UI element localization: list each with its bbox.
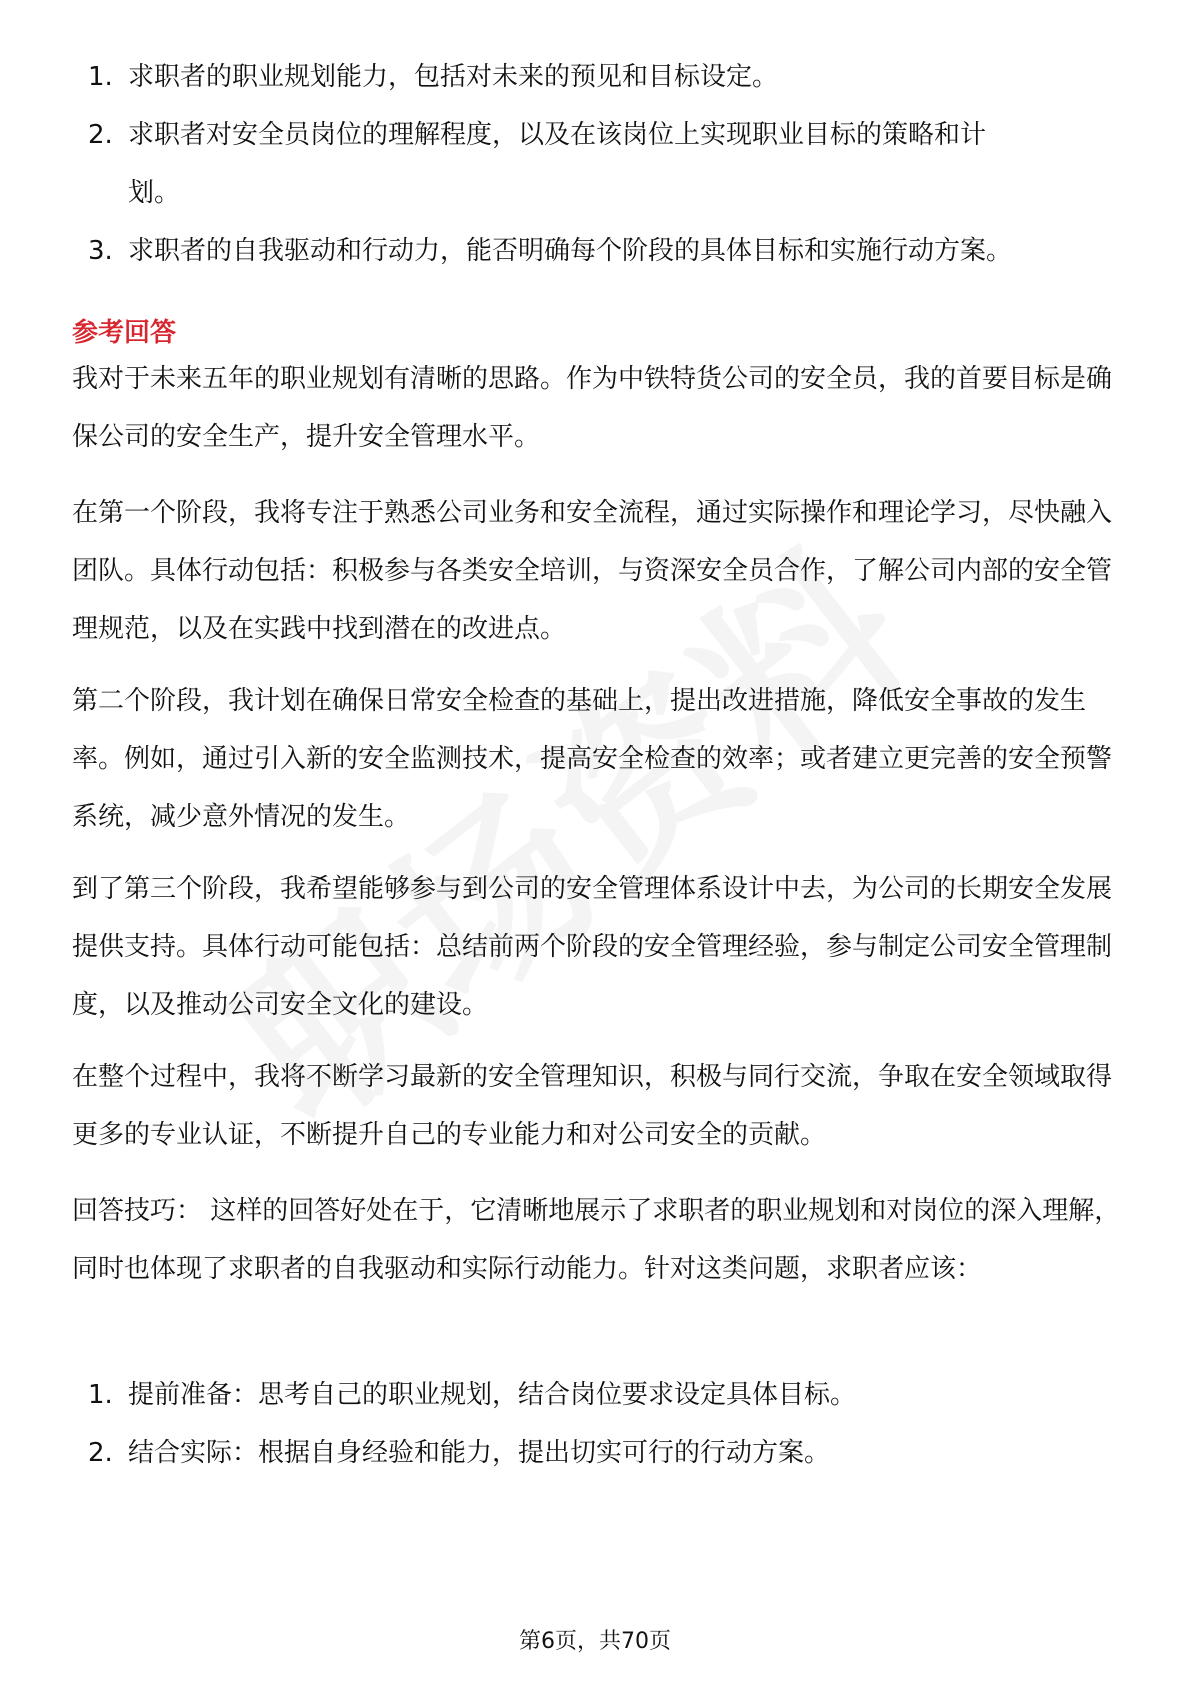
list-item bbox=[72, 48, 1122, 106]
list-number: 2. bbox=[88, 1438, 113, 1468]
tips-paragraph: 回答技巧： 这样的回答好处在于，它清晰地展示了求职者的职业规划和对岗位的深入理解，同时也体现了求职者的自我驱动和实际行动能力。针对这类问题，求职者应该： bbox=[72, 1196, 1121, 1284]
list-number: 1. bbox=[88, 1380, 113, 1410]
paragraph: 我对于未来五年的职业规划有清晰的思路。作为中铁特货公司的安全员，我的首要目标是确保公司的安全生产，提升安全管理水平。 bbox=[72, 364, 1113, 452]
list-number: 2. bbox=[88, 120, 113, 150]
list-text: 提前准备：思考自己的职业规划，结合岗位要求设定具体目标。 bbox=[128, 1380, 857, 1410]
paragraph: 在第一个阶段，我将专注于熟悉公司业务和安全流程，通过实际操作和理论学习，尽快融入团队。具体行动包括：积极参与各类安全培训，与资深安全员合作，了解公司内部的安全管理规范，以及在实践中找到潜在的改进点。 bbox=[72, 498, 1113, 644]
section-heading: 参考回答 bbox=[72, 318, 177, 348]
list-text: 求职者的自我驱动和行动力，能否明确每个阶段的具体目标和实施行动方案。 bbox=[128, 236, 1013, 266]
list-item bbox=[72, 1366, 1122, 1424]
criteria-list bbox=[72, 48, 1122, 280]
paragraph: 到了第三个阶段，我希望能够参与到公司的安全管理体系设计中去，为公司的长期安全发展提供支持。具体行动可能包括：总结前两个阶段的安全管理经验，参与制定公司安全管理制度，以及推动公司安全文化的建设。 bbox=[72, 874, 1113, 1020]
list-number: 3. bbox=[88, 236, 113, 266]
paragraph: 在整个过程中，我将不断学习最新的安全管理知识，积极与同行交流，争取在安全领域取得更多的专业认证，不断提升自己的专业能力和对公司安全的贡献。 bbox=[72, 1062, 1113, 1150]
tips-list bbox=[72, 1366, 1122, 1482]
list-item bbox=[72, 1424, 1122, 1482]
list-item bbox=[72, 106, 1028, 222]
list-text: 求职者对安全员岗位的理解程度，以及在该岗位上实现职业目标的策略和计划。 bbox=[128, 120, 987, 208]
list-text: 结合实际：根据自身经验和能力，提出切实可行的行动方案。 bbox=[128, 1438, 831, 1468]
list-number: 1. bbox=[88, 62, 113, 92]
list-text: 求职者的职业规划能力，包括对未来的预见和目标设定。 bbox=[128, 62, 779, 92]
list-item bbox=[72, 222, 1122, 280]
page-footer: 第6页，共70页 bbox=[519, 1629, 671, 1654]
paragraph: 第二个阶段，我计划在确保日常安全检查的基础上，提出改进措施，降低安全事故的发生率。例如，通过引入新的安全监测技术，提高安全检查的效率；或者建立更完善的安全预警系统，减少意外情况的发生。 bbox=[72, 686, 1113, 832]
